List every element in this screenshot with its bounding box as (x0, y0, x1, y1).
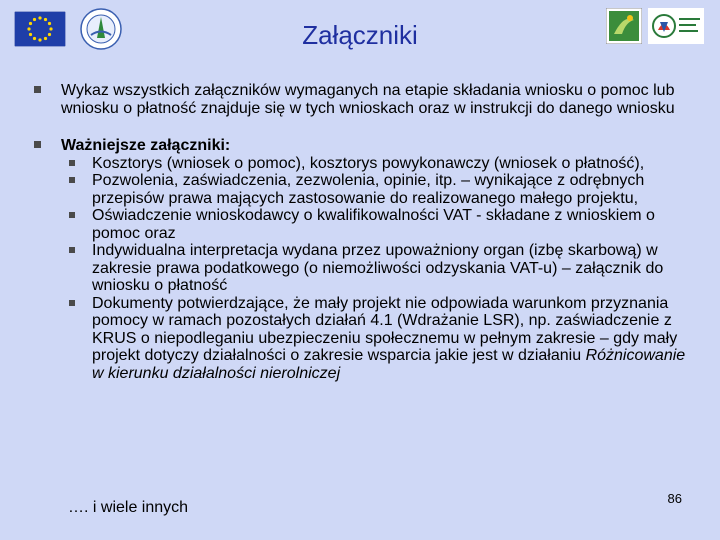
sub-item-text: Dokumenty potwierdzające, że mały projekt nie odpowiada warunkom przyznania pomocy w ramach pozostałych działań 4.1 (Wdrażanie LSR), np. zaświadczenie z KRUS o niepodleganiu ubezpieczeniu społecznemu w pełnym zakresie – gdy mały projekt dotyczy działalności o zakresie wsparcia jakie jest w działaniu (92, 294, 678, 364)
page-number: 86 (667, 491, 682, 506)
sub-item-text: Kosztorys (wniosek o pomoc), kosztorys powykonawczy (wniosek o płatność), (92, 154, 645, 172)
square-bullet-icon (69, 160, 75, 166)
sub-item-italic: Różnicowanie w kierunku działalności nierolniczej (92, 347, 686, 382)
list-item (61, 207, 694, 242)
bullet-2-text: Ważniejsze załączniki: (61, 137, 231, 154)
bullet-1 (34, 82, 694, 117)
square-bullet-icon (69, 247, 75, 253)
more-text: …. i wiele innych (68, 499, 189, 516)
sub-item-text: Oświadczenie wnioskodawcy o kwalifikowalności VAT - składane z wnioskiem o pomoc oraz (92, 207, 655, 242)
square-bullet-icon (69, 177, 75, 183)
list-item (61, 172, 694, 207)
sub-item-text: Indywidualna interpretacja wydana przez upoważniony organ (izbę skarbową) w zakresie prawa podatkowego (o niemożliwości odzyskania VAT-u) – załącznik do wniosku o płatność (92, 242, 664, 294)
list-item (61, 155, 694, 173)
slide-title: Załączniki (302, 20, 418, 50)
bullet-1-text: Wykaz wszystkich załączników wymaganych na etapie składania wniosku o pomoc lub wniosku o płatność znajduje się w tych wnioskach oraz w instrukcji do danego wniosku (61, 82, 675, 117)
sub-item-text-wrap (92, 295, 694, 383)
square-bullet-icon (69, 212, 75, 218)
square-bullet-icon (69, 300, 75, 306)
list-item (61, 242, 694, 295)
list-item (61, 295, 694, 383)
square-bullet-icon (34, 86, 41, 93)
content (34, 82, 694, 382)
sub-list (34, 155, 694, 383)
square-bullet-icon (34, 141, 41, 148)
bullet-2 (34, 137, 694, 155)
sub-item-text: Pozwolenia, zaświadczenia, zezwolenia, opinie, itp. – wynikające z odrębnych przepisów prawa mających zastosowanie do realizowanego małego projektu, (92, 172, 645, 207)
